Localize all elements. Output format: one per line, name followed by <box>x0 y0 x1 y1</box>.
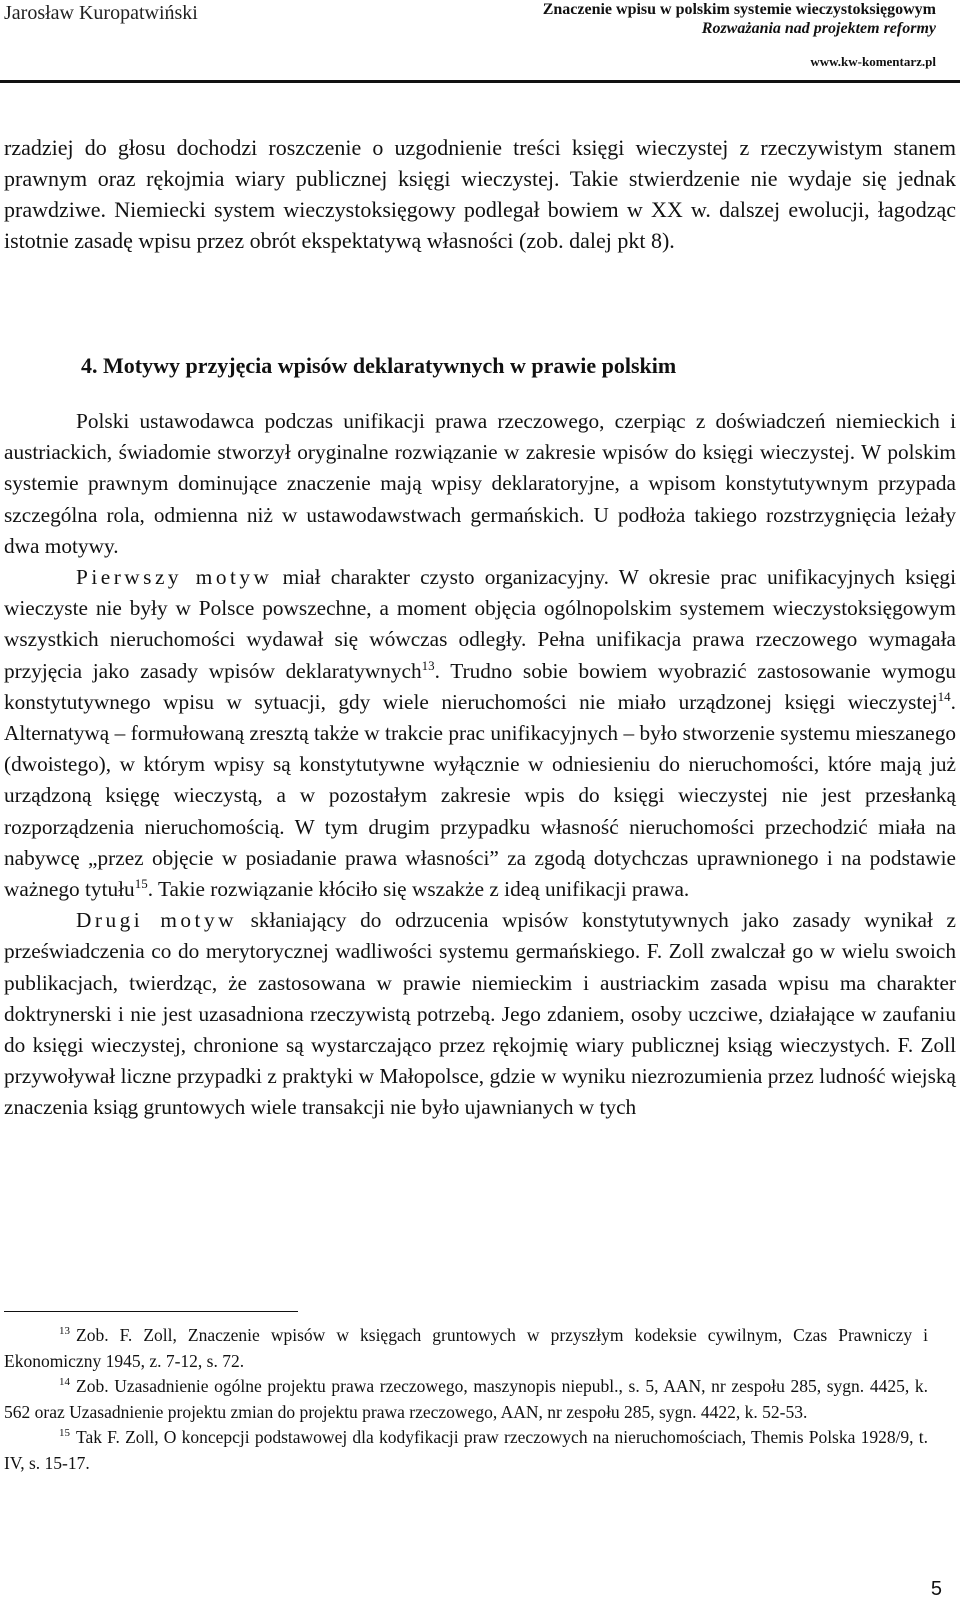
footnote-text: Zob. Uzasadnienie ogólne projektu prawa rzeczowego, maszynopis niepubl., s. 5, AAN, nr zespołu 285, sygn. 4425, k. 562 oraz Uzasadnienie projektu zmian do projektu prawa rzeczowego, AAN, nr zespołu 285, sygn. 4422, k. 52-53. <box>4 1376 928 1422</box>
body-paragraph-2 <box>4 562 956 905</box>
body-paragraph-3 <box>4 905 956 1123</box>
header-author: Jarosław Kuropatwiński <box>4 2 198 24</box>
footnote-divider <box>4 1311 298 1312</box>
body-paragraph-1 <box>4 406 956 562</box>
footnote-ref-14[interactable]: 14 <box>937 688 951 704</box>
footnote-15 <box>4 1425 928 1476</box>
header-title-block <box>543 0 936 71</box>
footnote-ref-13[interactable]: 13 <box>421 657 435 673</box>
first-motive-label: Pierwszy motyw <box>76 565 273 590</box>
footnote-text: Zob. F. Zoll, Znaczenie wpisów w księgach gruntowych w przyszłym kodeksie cywilnym, Czas Prawniczy i Ekonomiczny 1945, z. 7-12, s. 72. <box>4 1325 928 1371</box>
page-number: 5 <box>930 1578 942 1600</box>
second-motive-label: Drugi motyw <box>76 908 237 933</box>
body-paragraph-2-part-a: miał charakter czysto organizacyjny. W okresie prac unifikacyjnych księgi wieczyste nie były w Polsce powszechne, a moment objęcia ogólnopolskim systemem wieczystoksięgowym wszystkich nieruchomości wydawał się wówczas odległy. Pełna unifikacja prawa rzeczowego wymagała przyjęcia jako zasady wpisów deklaratywnych <box>4 565 956 683</box>
body-paragraph-3-text: skłaniający do odrzucenia wpisów konstytutywnych jako zasady wynikał z przeświadczenia co do merytorycznej wadliwości systemu germańskiego. F. Zoll zwalczał go w wielu swoich publikacjach, twierdząc, że zastosowana w prawie niemieckim i austriackim zasada wpisu ma charakter doktrynerski i nie jest uzasadniona rzeczywistą potrzebą. Jego zdaniem, osoby uczciwe, działające w zaufaniu do księgi wieczystej, chronione są wystarczająco przez rękojmię wiary publicznej ksiąg wieczystych. F. Zoll przywoływał liczne przypadki z praktyki w Małopolsce, gdzie w wyniku niezrozumienia przez ludność wiejską znaczenia ksiąg gruntowych wiele transakcji nie było ujawnianych w tych <box>4 908 956 1120</box>
footnote-14 <box>4 1374 928 1425</box>
footnotes <box>4 1323 928 1476</box>
header-divider <box>0 80 960 83</box>
body-text <box>4 406 956 1124</box>
header-url-link[interactable]: www.kw-komentarz.pl <box>810 54 936 69</box>
footnote-number: 15 <box>59 1427 70 1440</box>
body-paragraph-1-text: Polski ustawodawca podczas unifikacji prawa rzeczowego, czerpiąc z doświadczeń niemieckich i austriackich, świadomie stworzył oryginalne rozwiązanie w zakresie wpisów do księgi wieczystej. W polskim systemie prawnym dominujące znaczenie mają wpisy deklaratoryjne, a wpisom konstytutywnym przypada szczególna rola, odmienna niż w ustawodawstwach germańskich. U podłoża takiego rozstrzygnięcia leżały dwa motywy. <box>4 409 956 558</box>
body-paragraph-2-part-c: . Alternatywą – formułowaną zresztą także w trakcie prac unifikacyjnych – było stworzenie systemu mieszanego (dwoistego), w którym wpisy są konstytutywne wyłącznie w odniesieniu do nieruchomości, które mają już urządzoną księgę wieczystą, a w pozostałym zakresie wpis do księgi wieczystej nie jest przesłanką rozporządzenia nieruchomością. W tym drugim przypadku własność nieruchomości przechodzić miała na nabywcę „przez objęcie w posiadanie prawa własności” za zgodą dotychczas uprawnionego i na podstawie ważnego tytułu <box>4 689 956 902</box>
intro-paragraph: rzadziej do głosu dochodzi roszczenie o uzgodnienie treści księgi wieczystej z rzeczywistym stanem prawnym oraz rękojmia wiary publicznej księgi wieczystej. Takie stwierdzenie nie wydaje się jednak prawdziwe. Niemiecki system wieczystoksięgowy podlegał bowiem w XX w. dalszej ewolucji, łagodząc istotnie zasadę wpisu przez obrót ekspektatywą własności (zob. dalej pkt 8). <box>4 135 956 253</box>
section-heading: 4. Motywy przyjęcia wpisów deklaratywnych w prawie polskim <box>81 353 677 378</box>
footnote-number: 14 <box>59 1376 70 1389</box>
footnote-ref-15[interactable]: 15 <box>134 875 148 891</box>
body-paragraph-2-part-d: . Takie rozwiązanie kłóciło się wszakże z ideą unifikacji prawa. <box>147 877 690 902</box>
body-paragraph-2-part-b: . Trudno sobie bowiem wyobrazić zastosowanie wymogu konstytutywnego wpisu w sytuacji, gdy wiele nieruchomości nie miało urządzonej księgi wieczystej <box>4 658 956 714</box>
header-subtitle: Rozważania nad projektem reformy <box>701 20 936 37</box>
footnote-13 <box>4 1323 928 1374</box>
footnote-text: Tak F. Zoll, O koncepcji podstawowej dla kodyfikacji praw rzeczowych na nieruchomościach, Themis Polska 1928/9, t. IV, s. 15-17. <box>4 1427 928 1473</box>
header-title: Znaczenie wpisu w polskim systemie wieczystoksięgowym <box>542 1 936 18</box>
footnote-number: 13 <box>59 1325 70 1338</box>
